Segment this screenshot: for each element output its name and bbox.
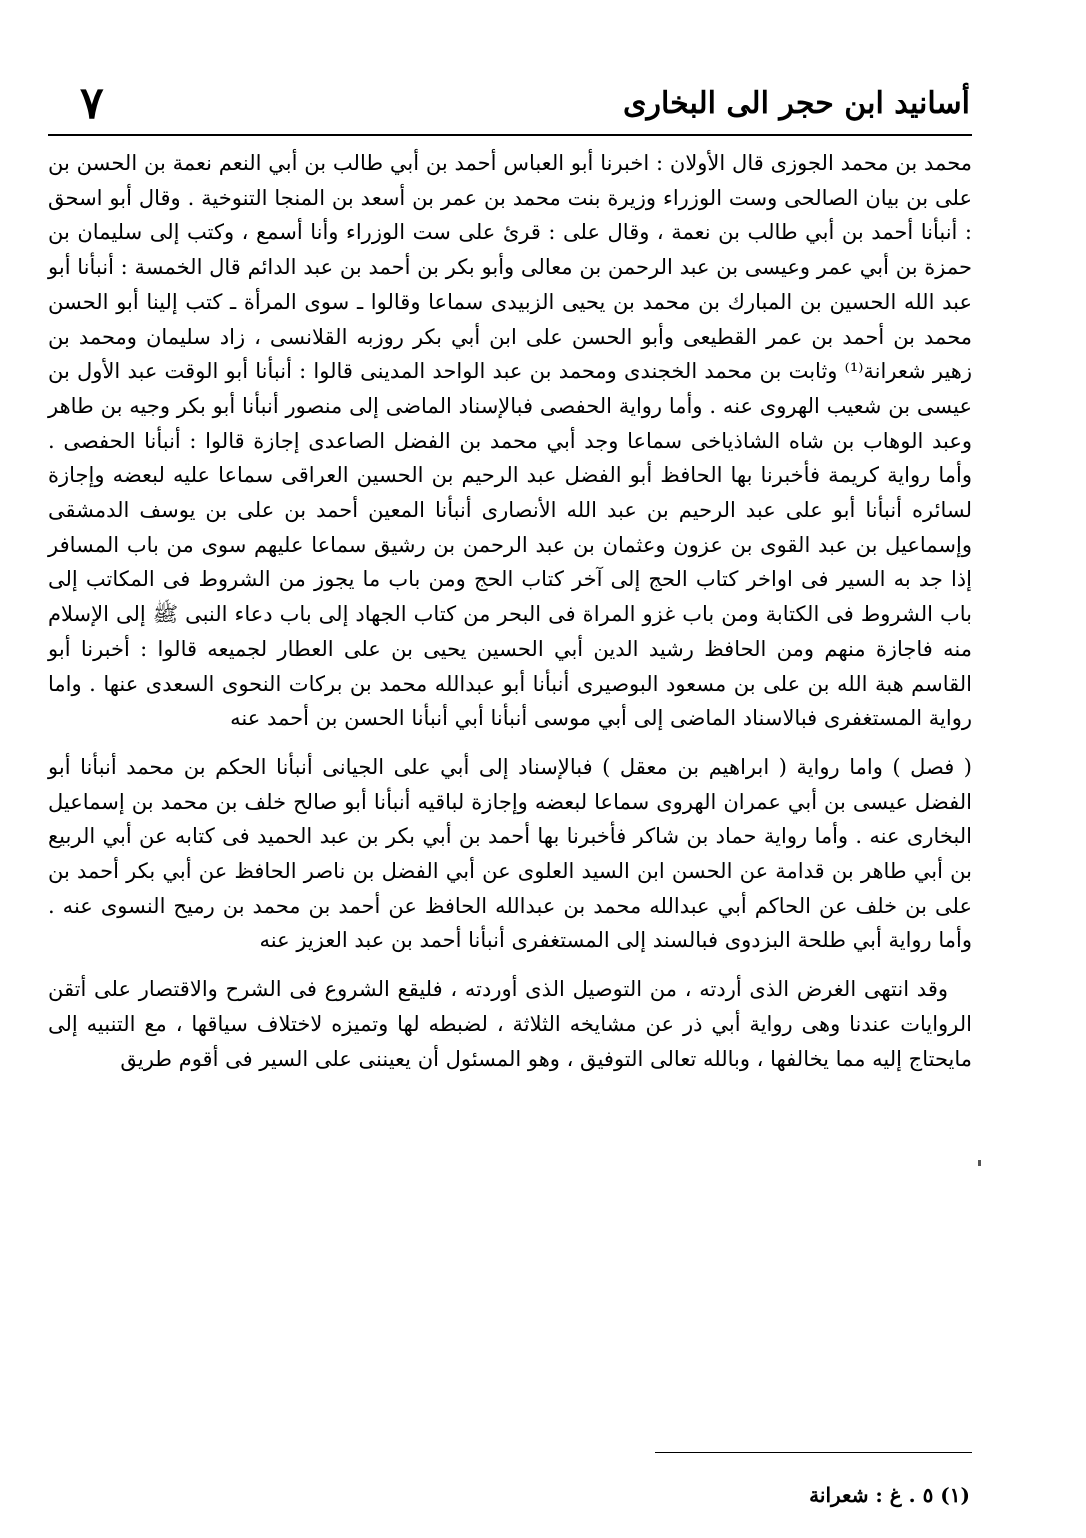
paragraph-conclusion: وقد انتهى الغرض الذى أردته ، من التوصيل الذى أوردته ، فليقع الشروع فى الشرح والاقتصار على أتقن الروايات عندنا وهى رواية أبي ذر عن مشايخه الثلاثة ، لضبطه لها وتميزه لاختلاف سياقها ، مع التنبيه إلى مايحتاج إليه مما يخالفها ، وبالله تعالى التوفيق ، وهو المسئول أن يعيننى على السير فى أقوم طريق [48, 977, 972, 1071]
page-header [40, 80, 970, 132]
running-title: أسانيد ابن حجر الى البخارى [622, 86, 970, 121]
page-number: ٧ [80, 78, 104, 129]
paragraph-isnad-main: محمد بن محمد الجوزى قال الأولان : اخبرنا أبو العباس أحمد بن أبي طالب بن أبي النعم نعمة بن الحسن بن على بن بيان الصالحى وست الوزراء وزيرة بنت محمد بن عمر بن أسعد بن المنجا التنوخية . وقال أبو اسحق : أنبأنا أحمد بن أبي طالب بن نعمة ، وقال على : قرئ على ست الوزراء وأنا أسمع ، وكتب إلى سليمان بن حمزة بن أبي عمر وعيسى بن عبد الرحمن بن معالى وأبو بكر بن أحمد بن عبد الدائم قال الخمسة : أنبأنا أبو عبد الله الحسين بن المبارك بن محمد بن يحيى الزبيدى سماعا وقالوا ـ سوى المرأة ـ كتب إلينا أبو الحسن محمد بن أحمد بن عمر القطيعى وأبو الحسن على ابن أبي بكر روزبه القلانسى ، زاد سليمان ومحمد بن زهير شعرانة⁽¹⁾ وثابت بن محمد الخجندى ومحمد بن عبد الواحد المدينى قالوا : أنبأنا أبو الوقت عبد الأول بن عيسى بن شعيب الهروى عنه . وأما رواية الحفصى فبالإسناد الماضى إلى منصور أنبأنا أبو بكر وجيه بن طاهر وعبد الوهاب بن شاه الشاذياخى سماعا وجد أبي محمد بن الفضل الصاعدى إجازة قالوا : أنبأنا الحفصى . وأما رواية كريمة فأخبرنا بها الحافظ أبو الفضل عبد الرحيم بن الحسين العراقى سماعا عليه لبعضه وإجازة لسائره أنبأنا أبو على عبد الرحيم بن عبد الله الأنصارى أنبأنا المعين أحمد بن على بن يوسف الدمشقى وإسماعيل بن عبد القوى بن عزون وعثمان بن عبد الرحمن بن رشيق سماعا عليهم سوى من باب المسافر إذا جد به السير فى اواخر كتاب الحج إلى آخر كتاب الحج ومن باب ما يجوز من الشروط فى المكاتب إلى باب الشروط فى الكتابة ومن باب غزو المراة فى البحر من كتاب الجهاد إلى باب دعاء النبى ﷺ إلى الإسلام منه فاجازة منهم ومن الحافظ رشيد الدين أبي الحسين يحيى بن على العطار لجميعه قالوا : أخبرنا أبو القاسم هبة الله بن على بن مسعود البوصيرى أنبأنا أبو عبدالله محمد بن بركات النحوى السعدى عنها . واما رواية المستغفرى فبالاسناد الماضى إلى أبي موسى أنبأنا أبي أنبأنا الحسن بن أحمد عنه [48, 151, 972, 731]
body-text [48, 146, 972, 1076]
scan-speck [978, 1160, 981, 1166]
footnote-rule [655, 1452, 972, 1453]
footnote: (١) ٥ . غ : شعرانة [809, 1483, 970, 1507]
paragraph-fasl: ( فصل ) واما رواية ( ابراهيم بن معقل ) فبالإسناد إلى أبي على الجيانى أنبأنا الحكم بن محمد أنبأنا أبو الفضل عيسى بن أبي عمران الهروى سماعا لبعضه وإجازة لباقيه أنبأنا أبو صالح خلف بن محمد بن إسماعيل البخارى عنه . وأما رواية حماد بن شاكر فأخبرنا بها أحمد بن أبي بكر بن عبد الحميد فى كتابه عن أبي الربيع بن أبي طاهر بن قدامة عن الحسن ابن السيد العلوى عن أبي الفضل بن ناصر الحافظ عن أبي بكر أحمد بن على بن خلف عن الحاكم أبي عبدالله محمد بن عبدالله الحافظ عن أحمد بن محمد بن رميح النسوى عنه . وأما رواية أبي طلحة البزدوى فبالسند إلى المستغفرى أنبأنا أحمد بن عبد العزيز عنه [48, 754, 972, 953]
header-rule [48, 134, 972, 136]
